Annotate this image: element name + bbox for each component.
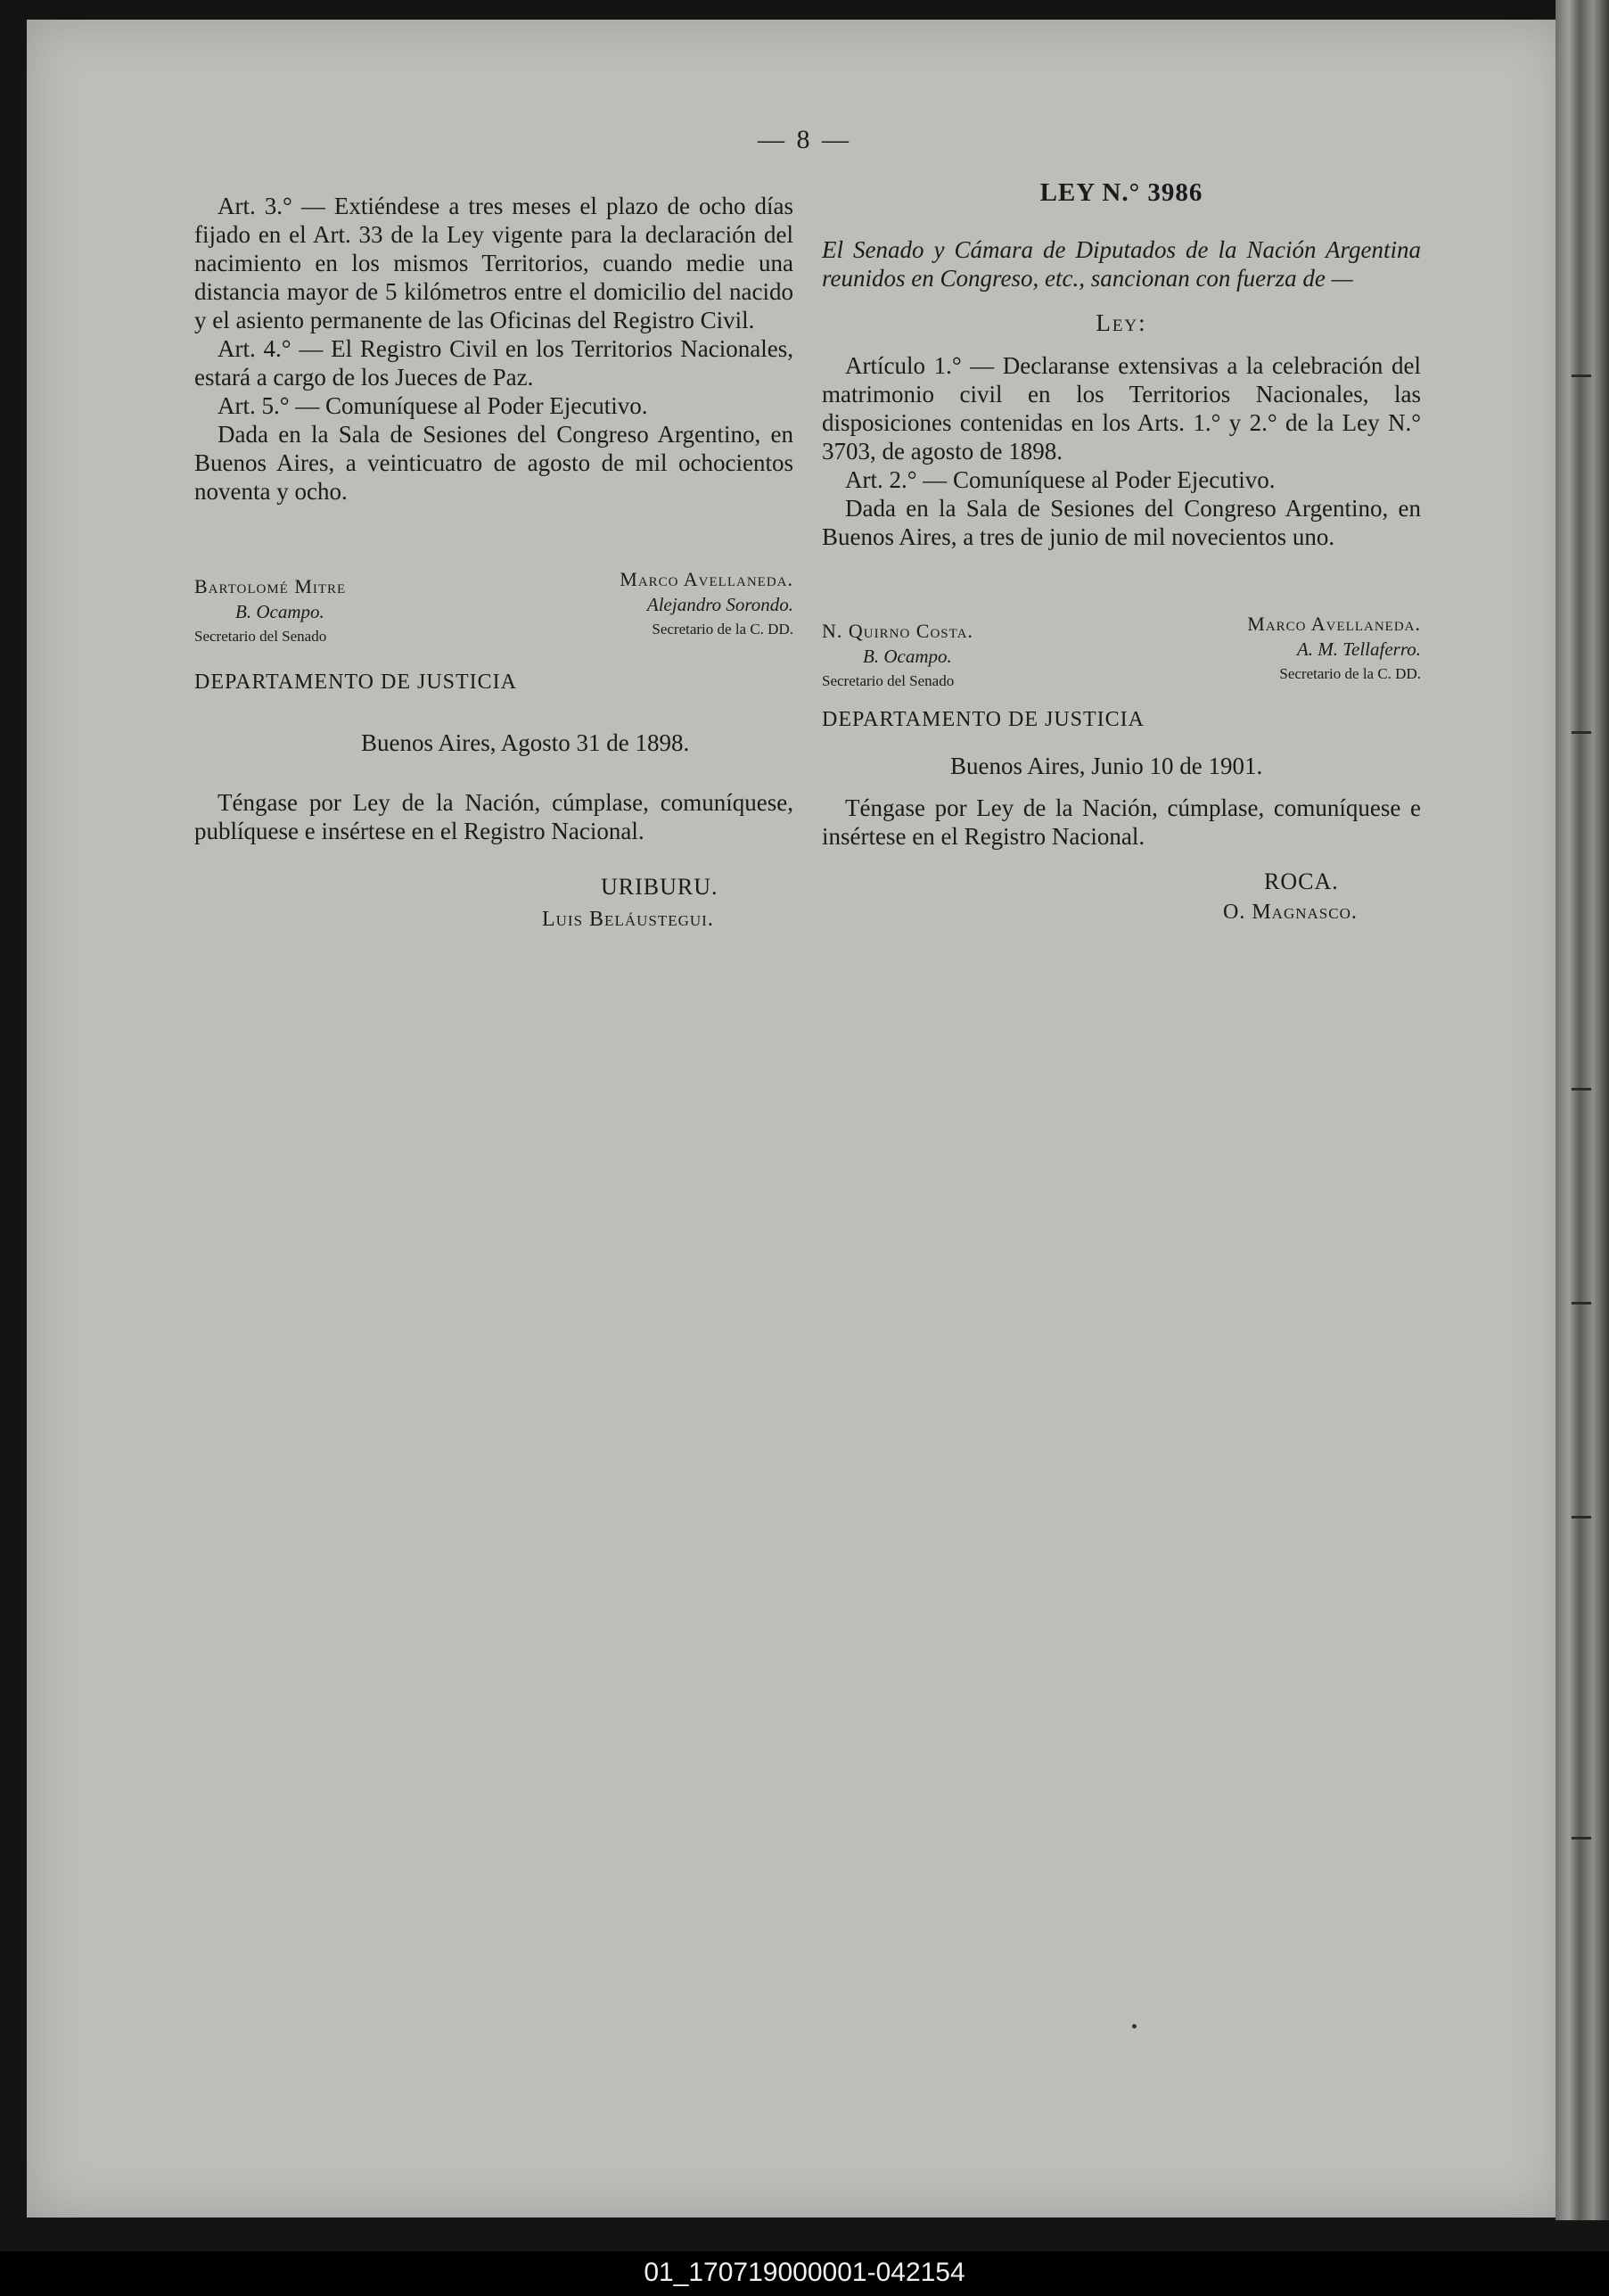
- right-senate-signature: [822, 619, 1089, 694]
- deputies-president-name: Marco Avellaneda.: [620, 568, 793, 590]
- right-executive-signer: ROCA.: [1264, 868, 1339, 894]
- deputies-secretary-name: A. M. Tellaferro.: [1296, 638, 1421, 660]
- left-executive-signer: URIBURU.: [601, 874, 718, 900]
- senate-secretary-name: B. Ocampo.: [863, 646, 952, 667]
- senate-president-name: Bartolomé Mitre: [194, 575, 347, 597]
- right-order-text: Téngase por Ley de la Nación, cúmplase, comuníquese e insértese en el Registro Nacional.: [822, 794, 1421, 850]
- left-senate-signature: [194, 574, 462, 649]
- article-3: Art. 3.° — Extiéndese a tres meses el plazo de ocho días fijado en el Art. 33 de la Ley vigente para la declaración del nacimiento en los mismos Territorios, cuando medie una distancia mayor de 5 kilómetros entre el domicilio del nacido y el asiento permanente de las Oficinas del Registro Civil.: [194, 193, 793, 333]
- page-number: — 8 —: [758, 125, 851, 154]
- senate-secretary-name: B. Ocampo.: [235, 601, 324, 622]
- left-promulgation-order: [194, 788, 793, 845]
- senate-president-name: N. Quirno Costa.: [822, 620, 973, 642]
- senate-secretary-role: Secretario del Senado: [822, 672, 955, 689]
- book-binding-gutter: [1556, 0, 1609, 2220]
- enactment-clause: Dada en la Sala de Sesiones del Congreso Argentino, en Buenos Aires, a veinticuatro de agosto de mil ochocientos noventa y ocho.: [194, 421, 793, 505]
- deputies-secretary-role: Secretario de la C. DD.: [1279, 665, 1421, 682]
- deputies-secretary-role: Secretario de la C. DD.: [652, 621, 793, 638]
- right-deputies-signature: [1171, 612, 1421, 687]
- left-order-text: Téngase por Ley de la Nación, cúmplase, comuníquese, publíquese e insértese en el Registro Nacional.: [194, 789, 793, 844]
- right-place-date: Buenos Aires, Junio 10 de 1901.: [950, 753, 1263, 779]
- article-2: Art. 2.° — Comuníquese al Poder Ejecutivo.: [845, 466, 1276, 493]
- left-minister-signer: Luis Beláustegui.: [542, 908, 714, 931]
- preamble: El Senado y Cámara de Diputados de la Nación Argentina reunidos en Congreso, etc., sancionan con fuerza de —: [822, 236, 1421, 292]
- right-minister-signer: O. Magnasco.: [1223, 901, 1358, 924]
- right-enactment-clause: Dada en la Sala de Sesiones del Congreso Argentino, en Buenos Aires, a tres de junio de mil novecientos uno.: [822, 495, 1421, 550]
- left-column: [194, 192, 793, 506]
- left-place-date: Buenos Aires, Agosto 31 de 1898.: [361, 729, 690, 756]
- law-title: LEY N.° 3986: [1039, 178, 1203, 207]
- right-promulgation-order: [822, 794, 1421, 851]
- left-department: DEPARTAMENTO DE JUSTICIA: [194, 671, 517, 694]
- document-page: [27, 20, 1564, 2218]
- image-identifier: 01_170719000001-042154: [644, 2258, 965, 2287]
- article-1: Artículo 1.° — Declaranse extensivas a la celebración del matrimonio civil en los Territorios Nacionales, las disposiciones contenidas en los Arts. 1.° y 2.° de la Ley N.° 3703, de agosto de 1898.: [822, 352, 1421, 465]
- right-department: DEPARTAMENTO DE JUSTICIA: [822, 708, 1145, 731]
- article-5: Art. 5.° — Comuníquese al Poder Ejecutivo.: [218, 392, 648, 419]
- left-deputies-signature: [544, 567, 793, 642]
- right-column: [822, 178, 1421, 551]
- article-4: Art. 4.° — El Registro Civil en los Territorios Nacionales, estará a cargo de los Jueces de Paz.: [194, 335, 793, 391]
- speck-mark: [1132, 2024, 1137, 2029]
- deputies-president-name: Marco Avellaneda.: [1247, 613, 1421, 635]
- deputies-secretary-name: Alejandro Sorondo.: [646, 594, 793, 615]
- ley-heading: Ley:: [1096, 309, 1147, 336]
- senate-secretary-role: Secretario del Senado: [194, 628, 327, 645]
